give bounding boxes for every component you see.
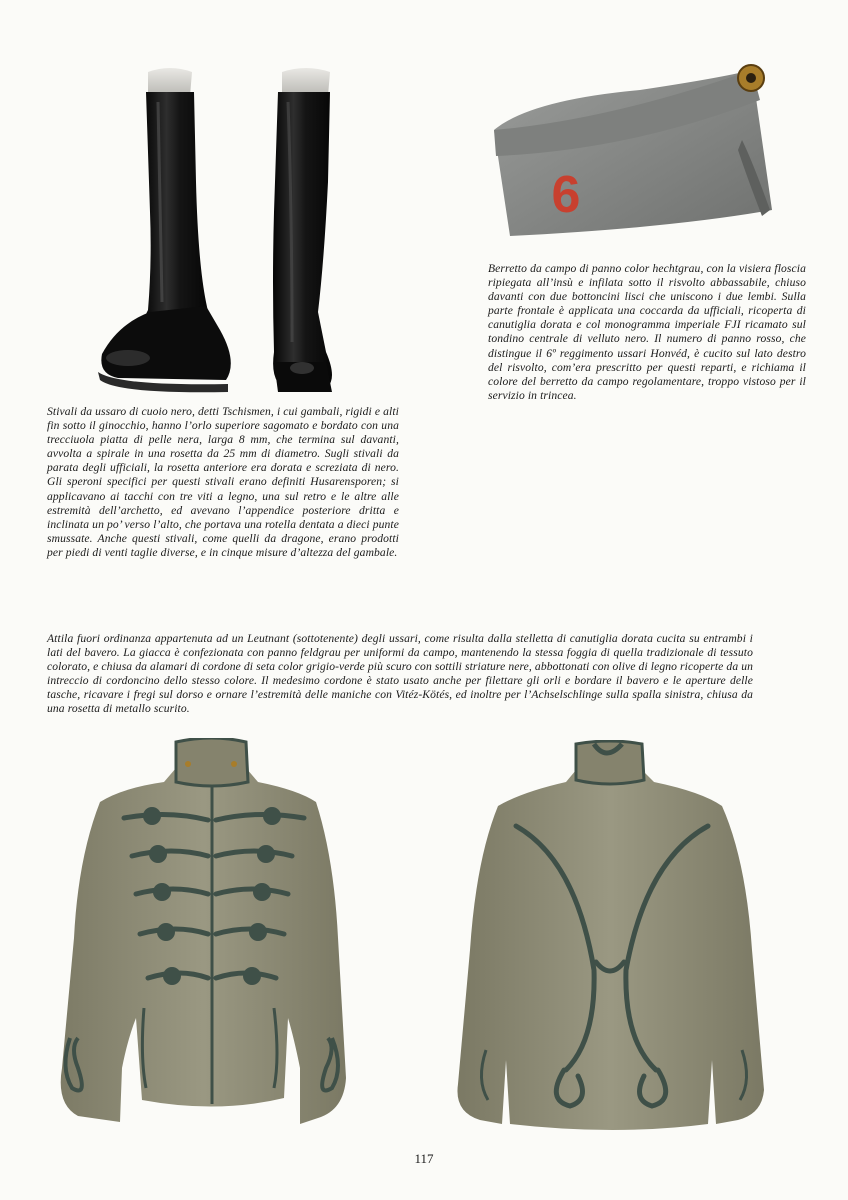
jacket-front-photo [48,738,368,1130]
left-boot [98,68,231,392]
page-number: 117 [414,1151,434,1166]
boots-photo [88,62,356,396]
cap-number: 6 [551,166,581,224]
right-boot [273,68,332,392]
jacket-back-photo [446,740,782,1130]
field-cap-photo [490,60,780,240]
boots-caption: Stivali da ussaro di cuoio nero, detti Tschismen, i cui gambali, rigidi e alti fin sotto il ginocchio, hanno l’orlo superiore sagomato e bordato con una trecciuola piatta di pelle nera, larga 8 mm, che termina sul davanti, avvolta a spirale in una rosetta da 25 mm di diametro. Sugli stivali da parata degli ufficiali, la rosetta anteriore era dorata e screziata di nero. Gli speroni specifici per questi stivali erano definiti Husarensporen; si applicavano ai tacchi con tre viti a legno, una sul retro e le altre alle estremità dell’archetto, ed avevano l’appendice posteriore dritta e inclinata un po’ verso l’alto, che portava una rotella dentata a dieci punte smussate. Anche questi stivali, come quelli da dragone, erano prodotti per piedi di venti taglie diverse, e in cinque misure d’altezza del gambale. [47,405,399,559]
cap-caption: Berretto da campo di panno color hechtgrau, con la visiera floscia ripiegata all’insù e infilata sotto il risvolto abbassabile, chiuso davanti con due bottoncini lisci che uniscono i due lembi. Sulla parte frontale è applicata una coccarda da ufficiali, ricoperta di canutiglia dorata e col monogramma imperiale FJI ricamato sul tondino centrale di velluto nero. Il numero di panno rosso, che distingue il 6º reggimento ussari Honvéd, è cucito sul lato destro del risvolto, com’era prescritto per questi reparti, e richiama il colore del berretto da campo regolamentare, troppo vistoso per il servizio in trincea. [488,262,806,402]
attila-caption: Attila fuori ordinanza appartenuta ad un Leutnant (sottotenente) degli ussari, come risulta dalla stelletta di canutiglia dorata cucita su entrambi i lati del bavero. La giacca è confezionata con panno feldgrau per uniformi da campo, mantenendo la stessa foggia di quella tradizionale di tessuto colorato, e chiusa da alamari di cordone di seta color grigio-verde più scuro con sottili striature nere, abbottonati con olive di legno ricoperte da un intreccio di cordoncino dello stesso colore. Il medesimo cordone è stato usato anche per filettare gli orli e bordare il bavero e le aperture delle tasche, ricavare i fregi sul dorso e ornare l’estremità delle maniche con Vitéz-Kötés, ed inoltre per l’Achselschlinge sulla spalla sinistra, chiusa da una rosetta di metallo scurito. [47,632,754,716]
